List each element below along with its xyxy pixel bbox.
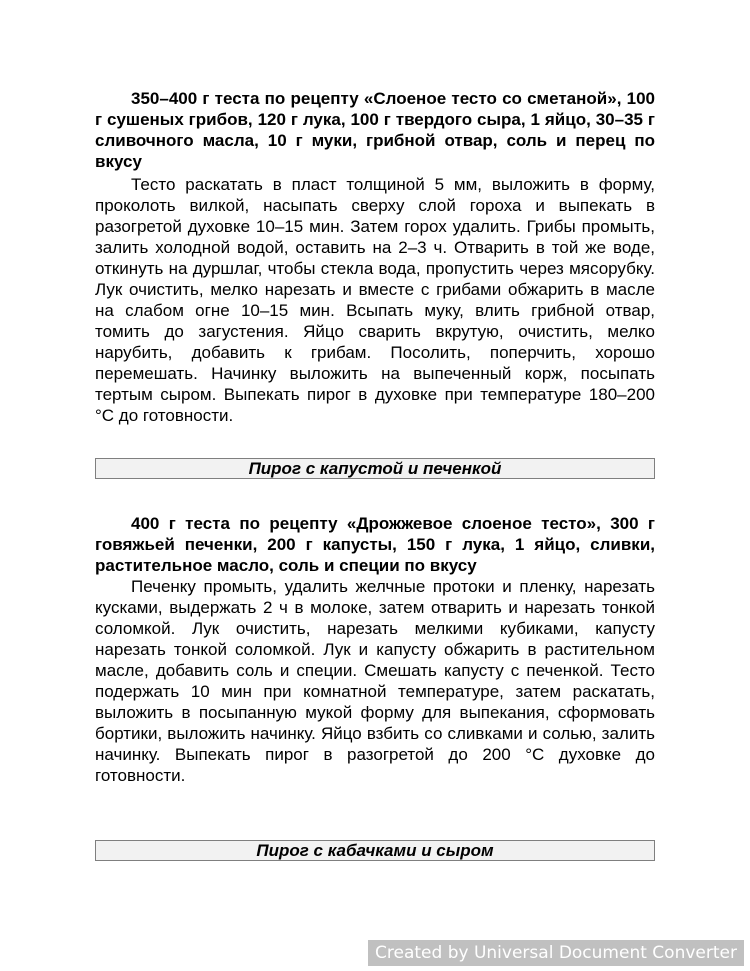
document-page <box>95 88 655 860</box>
recipe-2-ingredients: 400 г теста по рецепту «Дрожжевое слоеное тесто», 300 г говяжьей печенки, 200 г капусты, 150 г лука, 1 яйцо, сливки, растительное масло, соль и специи по вкусу <box>95 514 655 575</box>
recipe-1-ingredients: 350–400 г теста по рецепту «Слоеное тесто со сметаной», 100 г сушеных грибов, 120 г лука, 100 г твердого сыра, 1 яйцо, 30–35 г сливочного масла, 10 г муки, грибной отвар, соль и перец по вкусу <box>95 89 655 171</box>
recipe-1-instructions: Тесто раскатать в пласт толщиной 5 мм, выложить в форму, проколоть вилкой, насыпать сверху слой гороха и выпекать в разогретой духовке 10–15 мин. Затем горох удалить. Грибы промыть, залить холодной водой, оставить на 2–3 ч. Отварить в той же воде, откинуть на дуршлаг, чтобы стекла вода, пропустить через мясорубку. Лук очистить, мелко нарезать и вместе с грибами обжарить в масле на слабом огне 10–15 мин. Всыпать муку, влить грибной отвар, томить до загустения. Яйцо сварить вкрутую, очистить, мелко нарубить, добавить к грибам. Посолить, поперчить, хорошо перемешать. Начинку выложить на выпеченный корж, посыпать тертым сыром. Выпекать пирог в духовке при температуре 180–200 °С до готовности. <box>95 175 655 425</box>
recipe-3-title: Пирог с кабачками и сыром <box>95 840 655 861</box>
watermark: Created by Universal Document Converter <box>368 940 744 966</box>
recipe-2-instructions: Печенку промыть, удалить желчные протоки и пленку, нарезать кусками, выдержать 2 ч в молоке, затем отварить и нарезать тонкой соломкой. Лук очистить, нарезать мелкими кубиками, капусту нарезать тонкой соломкой. Лук и капусту обжарить в растительном масле, добавить соль и специи. Смешать капусту с печенкой. Тесто подержать 10 мин при комнатной температуре, затем раскатать, выложить в посыпанную мукой форму для выпекания, сформовать бортики, выложить начинку. Яйцо взбить со сливками и солью, залить начинку. Выпекать пирог в разогретой до 200 °С духовке до готовности. <box>95 577 655 785</box>
recipe-2-title: Пирог с капустой и печенкой <box>95 458 655 479</box>
recipe-1 <box>95 88 655 174</box>
